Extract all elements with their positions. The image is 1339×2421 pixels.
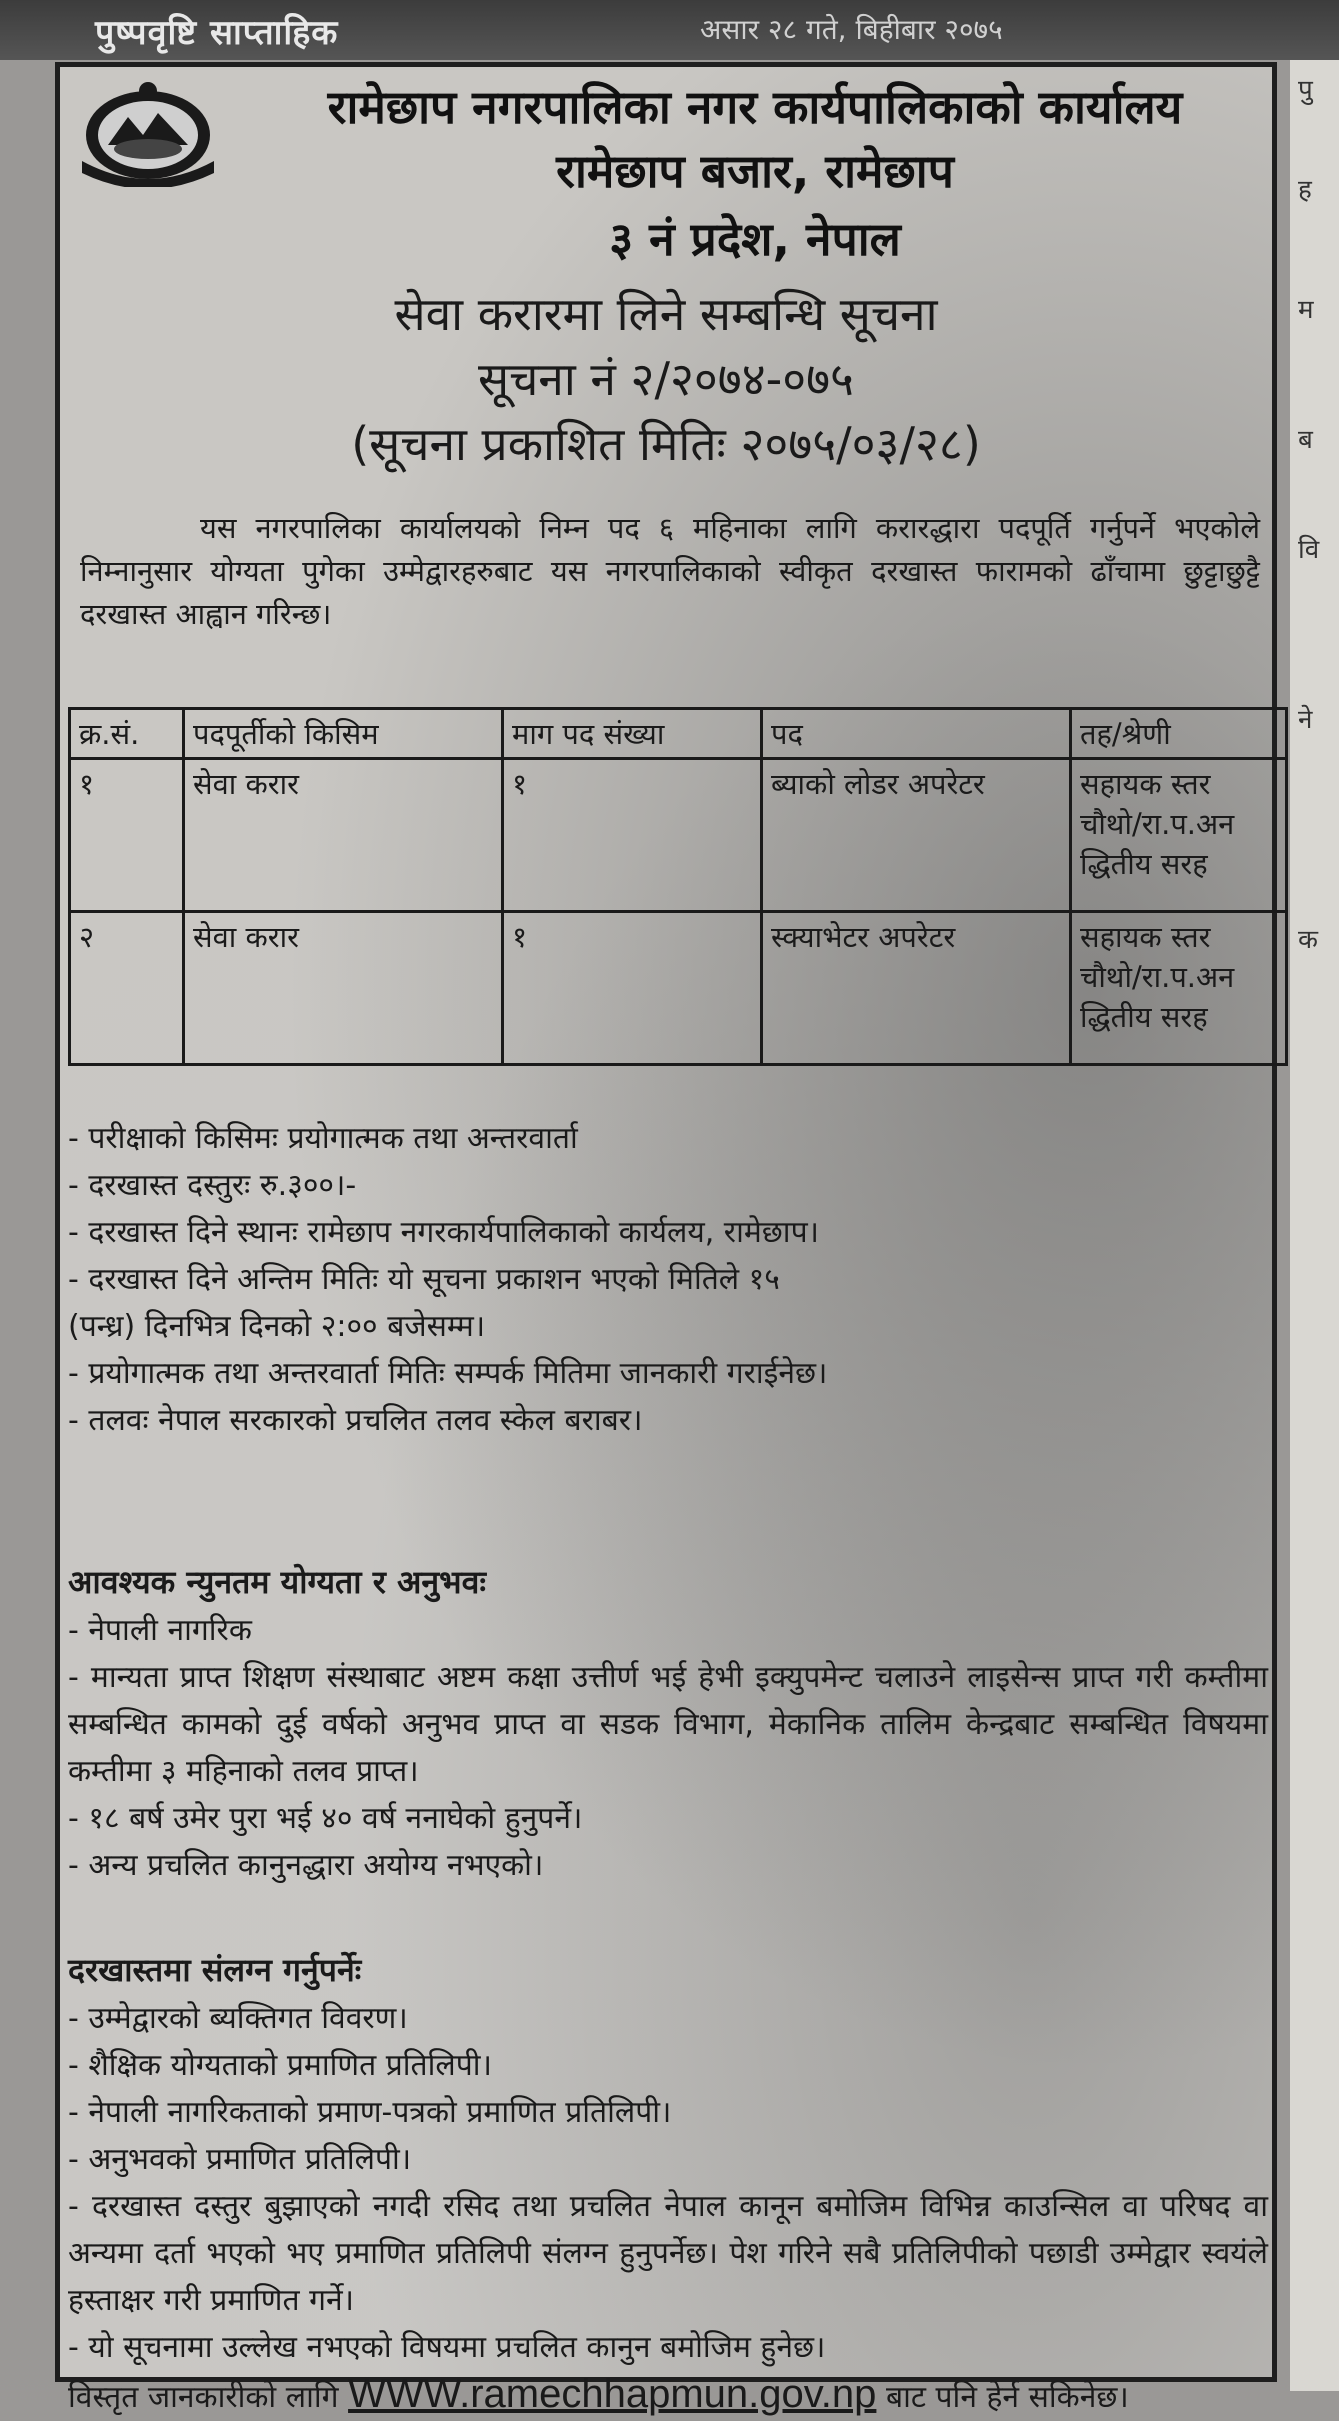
qualification-item: - अन्य प्रचलित कानुनद्धारा अयोग्य नभएको। (68, 1848, 544, 1883)
notice-intro (80, 507, 1260, 636)
margin-char: पु (1298, 75, 1313, 105)
public-notice (55, 62, 1277, 2416)
cell-post: स्क्याभेटर अपरेटर (762, 912, 1071, 1065)
qualification-item: - मान्यता प्राप्त शिक्षण संस्थाबाट अष्टम कक्षा उत्तीर्ण भई हेभी इक्युपमेन्ट चलाउने लाइसेन्स प्राप्त गरी कम्तीमा सम्बन्धित कामको दुई वर्षको अनुभव प्राप्त वा सडक विभाग, मेकानिक तालिम केन्द्रबाट सम्बन्धित विषयमा कम्तीमा ३ महिनाको तलव प्राप्त। (68, 1660, 1268, 1789)
col-header-count: माग पद संख्या (503, 709, 762, 759)
footer-post-text: बाट पनि हेर्न सकिनेछ। (885, 2380, 1129, 2415)
cell-level: सहायक स्तर चौथो/रा.प.अन द्धितीय सरह (1071, 912, 1287, 1065)
detail-line: - प्रयोगात्मक तथा अन्तरवार्ता मितिः सम्पर्क मितिमा जानकारी गराईनेछ। (68, 1356, 828, 1391)
col-header-type: पदपूर्तीको किसिम (184, 709, 503, 759)
attachments-section (68, 1945, 1268, 2421)
cell-type: सेवा करार (184, 759, 503, 912)
margin-char: ब (1298, 425, 1313, 455)
notice-number: सूचना नं २/२०७४-०७५ (478, 352, 854, 406)
detail-line: - दरखास्त दस्तुरः रु.३००।- (68, 1168, 357, 1203)
margin-char: ने (1298, 705, 1313, 735)
publication-name: पुष्पवृष्टि साप्ताहिक (95, 13, 339, 53)
notice-title: सेवा करारमा लिने सम्बन्धि सूचना (394, 287, 938, 341)
detail-line: - दरखास्त दिने स्थानः रामेछाप नगरकार्यपालिकाको कार्यलय, रामेछाप। (68, 1215, 819, 1250)
col-header-post: पद (762, 709, 1071, 759)
cell-level: सहायक स्तर चौथो/रा.प.अन द्धितीय सरह (1071, 759, 1287, 912)
margin-char: ह (1298, 175, 1312, 205)
table-row (70, 912, 1287, 1065)
qualification-item: - नेपाली नागरिक (68, 1613, 252, 1648)
office-name: रामेछाप नगरपालिका नगर कार्यपालिकाको कार्यालय (327, 80, 1183, 134)
attachments-heading: दरखास्तमा संलग्न गर्नुपर्नेः (68, 1951, 362, 1989)
attachment-item: - यो सूचनामा उल्लेख नभएको विषयमा प्रचलित कानुन बमोजिम हुनेछ। (68, 2330, 826, 2365)
footer-line (68, 2371, 1268, 2421)
attachment-item: - शैक्षिक योग्यताको प्रमाणित प्रतिलिपी। (68, 2048, 492, 2083)
footer-pre-text: विस्तृत जानकारीको लागि (68, 2380, 339, 2415)
qualification-item: - १८ बर्ष उमेर पुरा भई ४० वर्ष ननाघेको हुनुपर्ने। (68, 1801, 583, 1836)
detail-line: (पन्ध्र) दिनभित्र दिनको २:०० बजेसम्म। (68, 1309, 486, 1344)
table-row (70, 759, 1287, 912)
adjacent-column-edge (1290, 60, 1339, 2391)
application-details (68, 1115, 1268, 1444)
margin-char: म (1298, 295, 1314, 325)
detail-line: - परीक्षाको किसिमः प्रयोगात्मक तथा अन्तरवार्ता (68, 1121, 578, 1156)
publication-date: असार २८ गते, बिहीबार २०७५ (700, 13, 1003, 46)
nepal-emblem-icon (68, 77, 228, 187)
qualifications-heading: आवश्यक न्युनतम योग्यता र अनुभवः (68, 1563, 486, 1601)
office-province: ३ नं प्रदेश, नेपाल (609, 212, 901, 266)
intro-text: यस नगरपालिका कार्यालयको निम्न पद ६ महिनाका लागि करारद्धारा पदपूर्ति गर्नुपर्ने भएकोले निम्नानुसार योग्यता पुगेका उम्मेद्वारहरुबाट यस नगरपालिकाको स्वीकृत दरखास्त फारामको ढाँचामा छुट्टाछुट्टै दरखास्त आह्वान गरिन्छ। (80, 511, 1260, 631)
attachment-item: - दरखास्त दस्तुर बुझाएको नगदी रसिद तथा प्रचलित नेपाल कानून बमोजिम विभिन्न काउन्सिल वा परिषद वा अन्यमा दर्ता भएको भए प्रमाणित प्रतिलिपी संलग्न हुनुपर्नेछ। पेश गरिने सबै प्रतिलिपीको पछाडी उम्मेद्वार स्वयंले हस्ताक्षर गरी प्रमाणित गर्ने। (68, 2189, 1268, 2318)
attachment-item: - अनुभवको प्रमाणित प्रतिलिपी। (68, 2142, 412, 2177)
cell-post: ब्याको लोडर अपरेटर (762, 759, 1071, 912)
detail-line: - तलवः नेपाल सरकारको प्रचलित तलव स्केल बराबर। (68, 1403, 643, 1438)
cell-count: १ (503, 912, 762, 1065)
attachment-item: - उम्मेद्वारको ब्यक्तिगत विवरण। (68, 2001, 408, 2036)
cell-count: १ (503, 759, 762, 912)
cell-serial: १ (70, 759, 184, 912)
website-link[interactable]: WWW.ramechhapmun.gov.np (348, 2372, 877, 2416)
office-address: रामेछाप बजार, रामेछाप (556, 144, 954, 198)
notice-published-date: (सूचना प्रकाशित मितिः २०७५/०३/२८) (351, 417, 981, 471)
attachment-item: - नेपाली नागरिकताको प्रमाण-पत्रको प्रमाणित प्रतिलिपी। (68, 2095, 672, 2130)
newspaper-masthead (0, 0, 1339, 60)
cell-serial: २ (70, 912, 184, 1065)
vacancy-table (68, 707, 1288, 1066)
table-header-row (70, 709, 1287, 759)
qualifications-section (68, 1557, 1268, 1889)
detail-line: - दरखास्त दिने अन्तिम मितिः यो सूचना प्रकाशन भएको मितिले १५ (68, 1262, 780, 1297)
cell-type: सेवा करार (184, 912, 503, 1065)
col-header-serial: क्र.सं. (70, 709, 184, 759)
col-header-level: तह/श्रेणी (1071, 709, 1287, 759)
margin-char: वि (1298, 535, 1320, 565)
margin-char: क (1298, 925, 1318, 955)
